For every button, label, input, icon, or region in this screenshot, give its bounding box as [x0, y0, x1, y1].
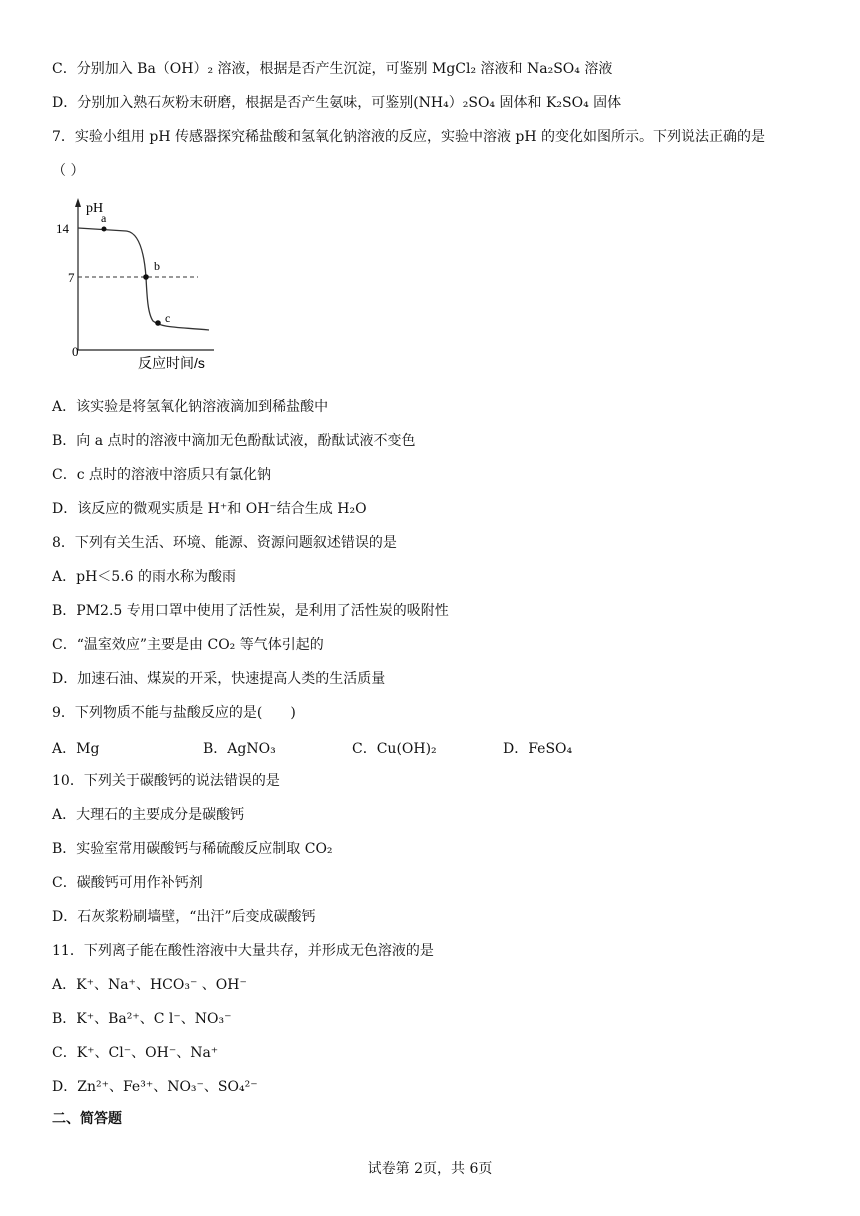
q9-stem: 9．下列物质不能与盐酸反应的是( ): [52, 705, 296, 721]
page-footer: 试卷第 2页，共 6页: [367, 1161, 493, 1177]
q11-option-d: D．Zn²⁺、Fe³⁺、NO₃⁻、SO₄²⁻: [52, 1079, 258, 1095]
q9-option-c: C．Cu(OH)₂: [352, 741, 437, 757]
q9-option-b: B．AgNO₃: [203, 741, 276, 757]
q6-option-d: D．分别加入熟石灰粉末研磨，根据是否产生氨味，可鉴别(NH₄）₂SO₄ 固体和 K₂SO₄ 固体: [52, 95, 622, 111]
y-axis-label: pH: [86, 201, 104, 216]
q8-stem: 8．下列有关生活、环境、能源、资源问题叙述错误的是: [52, 535, 397, 551]
q11-option-b: B．K⁺、Ba²⁺、C l⁻、NO₃⁻: [52, 1011, 232, 1027]
ph-curve: [78, 228, 209, 330]
q8-option-d: D．加速石油、煤炭的开采，快速提高人类的生活质量: [52, 671, 386, 687]
section-heading: 二、简答题: [52, 1111, 122, 1127]
point-c: [155, 320, 161, 326]
q10-option-c: C．碳酸钙可用作补钙剂: [52, 875, 203, 891]
point-c-label: c: [165, 311, 171, 325]
q6-option-c: C．分别加入 Ba（OH）₂ 溶液，根据是否产生沉淀，可鉴别 MgCl₂ 溶液和 Na₂SO₄ 溶液: [52, 61, 613, 77]
q11-option-a: A．K⁺、Na⁺、HCO₃⁻ 、OH⁻: [52, 977, 247, 993]
q8-option-c: C．“温室效应”主要是由 CO₂ 等气体引起的: [52, 637, 324, 653]
q7-option-d: D．该反应的微观实质是 H⁺和 OH⁻结合生成 H₂O: [52, 501, 367, 517]
tick-14: 14: [56, 221, 69, 236]
q8-option-a: A．pH＜5.6 的雨水称为酸雨: [52, 569, 236, 585]
q9-option-a: A．Mg: [52, 741, 100, 757]
q9-option-d: D．FeSO₄: [503, 741, 573, 757]
point-a: [102, 227, 107, 232]
q11-stem: 11．下列离子能在酸性溶液中大量共存，并形成无色溶液的是: [52, 943, 434, 959]
q8-option-b: B．PM2.5 专用口罩中使用了活性炭，是利用了活性炭的吸附性: [52, 603, 449, 619]
point-a-label: a: [101, 211, 107, 225]
q7-option-c: C．c 点时的溶液中溶质只有氯化钠: [52, 467, 272, 483]
q10-option-a: A．大理石的主要成分是碳酸钙: [52, 807, 245, 823]
q7-stem: 7．实验小组用 pH 传感器探究稀盐酸和氢氧化钠溶液的反应，实验中溶液 pH 的变化如图所示。下列说法正确的是: [52, 129, 766, 145]
q7-option-a: A．该实验是将氢氧化钠溶液滴加到稀盐酸中: [52, 399, 329, 415]
ph-graph: [52, 190, 222, 375]
y-axis-arrow: [75, 198, 81, 207]
tick-7: 7: [68, 270, 75, 285]
origin-label: 0: [72, 344, 79, 359]
point-b: [143, 274, 149, 280]
point-b-label: b: [154, 259, 160, 273]
q7-answer-blank: （ ）: [52, 163, 85, 179]
q7-option-b: B．向 a 点时的溶液中滴加无色酚酞试液，酚酞试液不变色: [52, 433, 416, 449]
x-axis-label: 反应时间/s: [138, 355, 205, 371]
q10-option-b: B．实验室常用碳酸钙与稀硫酸反应制取 CO₂: [52, 841, 333, 857]
q10-stem: 10．下列关于碳酸钙的说法错误的是: [52, 773, 280, 789]
q10-option-d: D．石灰浆粉刷墙壁，“出汗”后变成碳酸钙: [52, 909, 316, 925]
q11-option-c: C．K⁺、Cl⁻、OH⁻、Na⁺: [52, 1045, 219, 1061]
